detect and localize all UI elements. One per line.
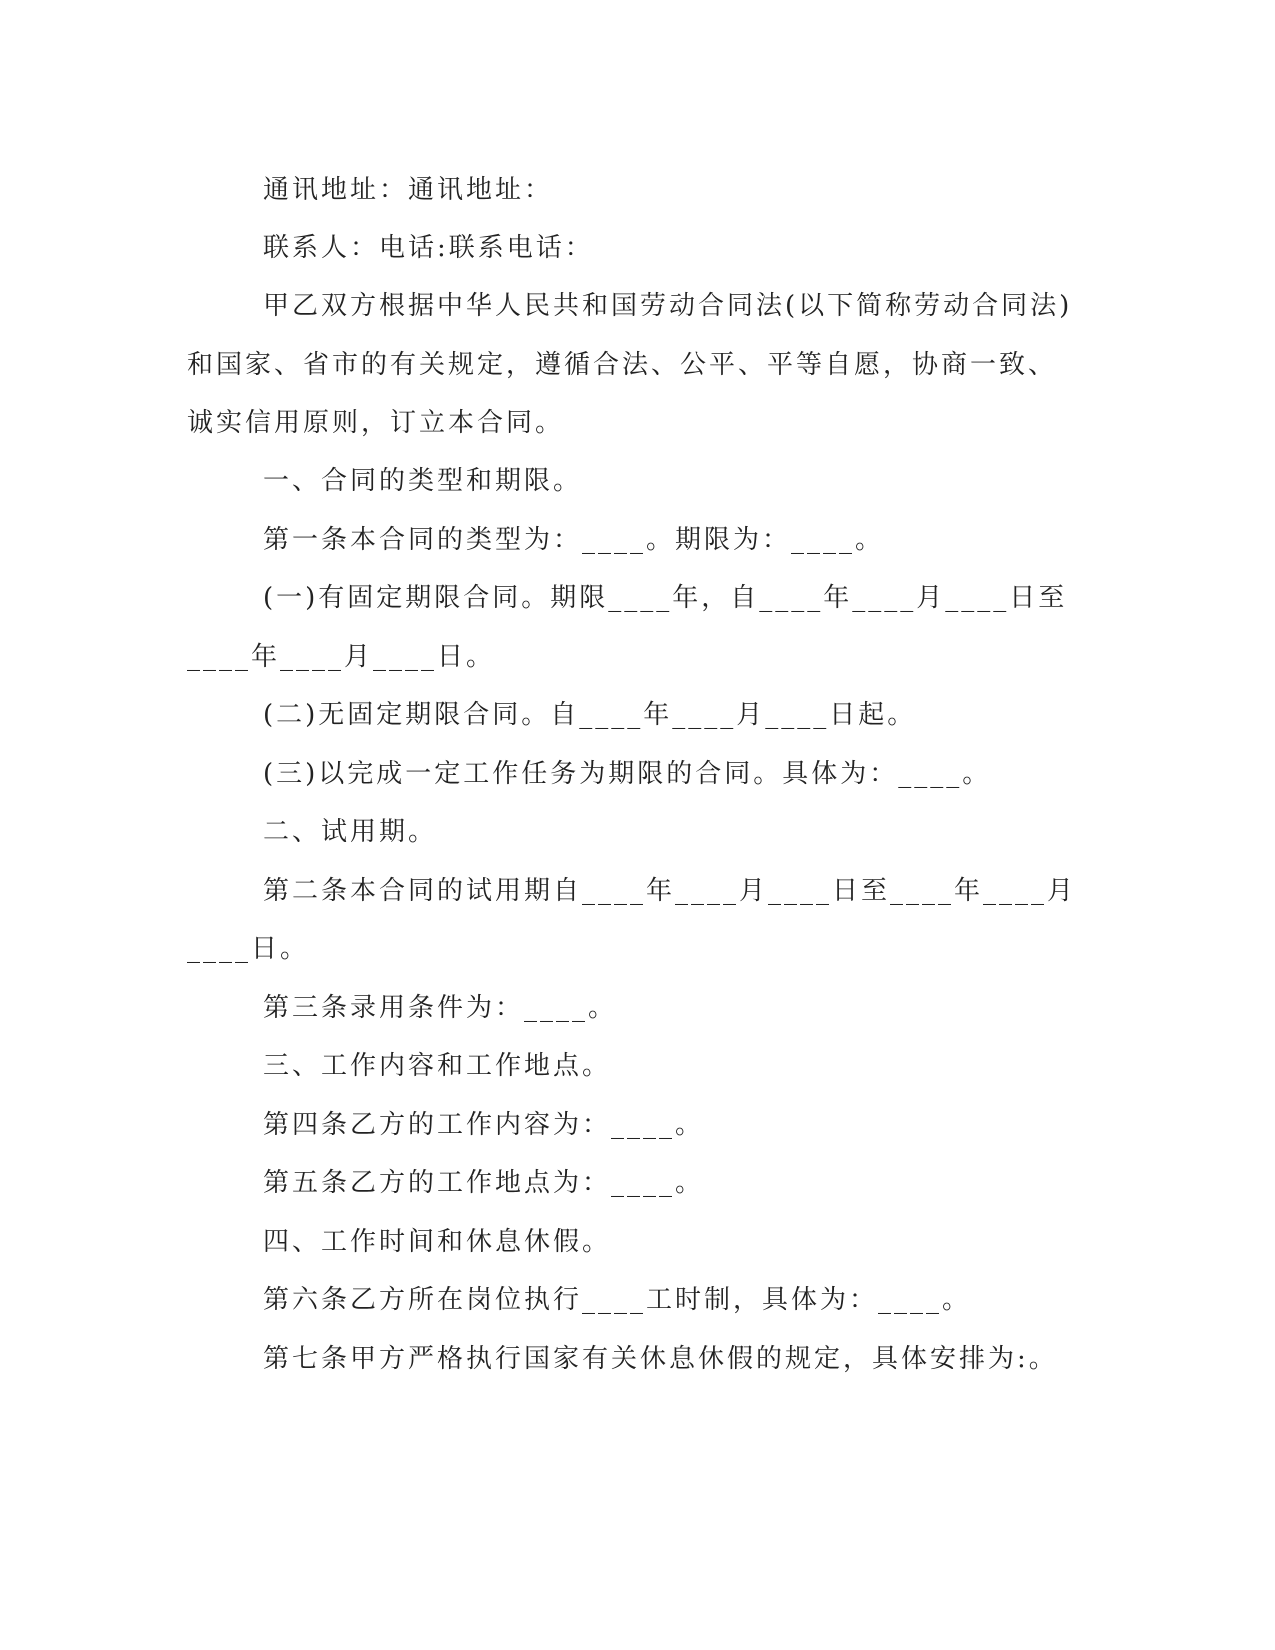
clause-1-item-1-line-1: (一)有固定期限合同。期限____年，自____年____月____日至 xyxy=(263,583,1068,613)
preamble-line-3: 诚实信用原则，订立本合同。 xyxy=(187,408,565,438)
preamble-line-2: 和国家、省市的有关规定，遵循合法、公平、平等自愿，协商一致、 xyxy=(187,350,1058,380)
clause-1-item-1-line-2: ____年____月____日。 xyxy=(187,642,496,672)
preamble-line-1: 甲乙双方根据中华人民共和国劳动合同法(以下简称劳动合同法) xyxy=(263,291,1073,321)
clause-1: 第一条本合同的类型为：____。期限为：____。 xyxy=(263,525,885,555)
section-heading-4: 四、工作时间和休息休假。 xyxy=(263,1227,612,1257)
clause-7: 第七条甲方严格执行国家有关休息休假的规定，具体安排为:。 xyxy=(263,1344,1058,1374)
clause-3: 第三条录用条件为：____。 xyxy=(263,993,618,1023)
clause-5: 第五条乙方的工作地点为：____。 xyxy=(263,1168,705,1198)
clause-6: 第六条乙方所在岗位执行____工时制，具体为：____。 xyxy=(263,1285,972,1315)
clause-2-line-1: 第二条本合同的试用期自____年____月____日至____年____月 xyxy=(263,876,1077,906)
clause-4: 第四条乙方的工作内容为：____。 xyxy=(263,1110,705,1140)
section-heading-2: 二、试用期。 xyxy=(263,817,438,847)
section-heading-3: 三、工作内容和工作地点。 xyxy=(263,1051,612,1081)
clause-1-item-3: (三)以完成一定工作任务为期限的合同。具体为：____。 xyxy=(263,759,992,789)
clause-1-item-2: (二)无固定期限合同。自____年____月____日起。 xyxy=(263,700,917,730)
address-line: 通讯地址：通讯地址： xyxy=(263,175,554,205)
section-heading-1: 一、合同的类型和期限。 xyxy=(263,466,583,496)
clause-2-line-2: ____日。 xyxy=(187,934,310,964)
contact-line: 联系人：电话:联系电话： xyxy=(263,233,594,263)
